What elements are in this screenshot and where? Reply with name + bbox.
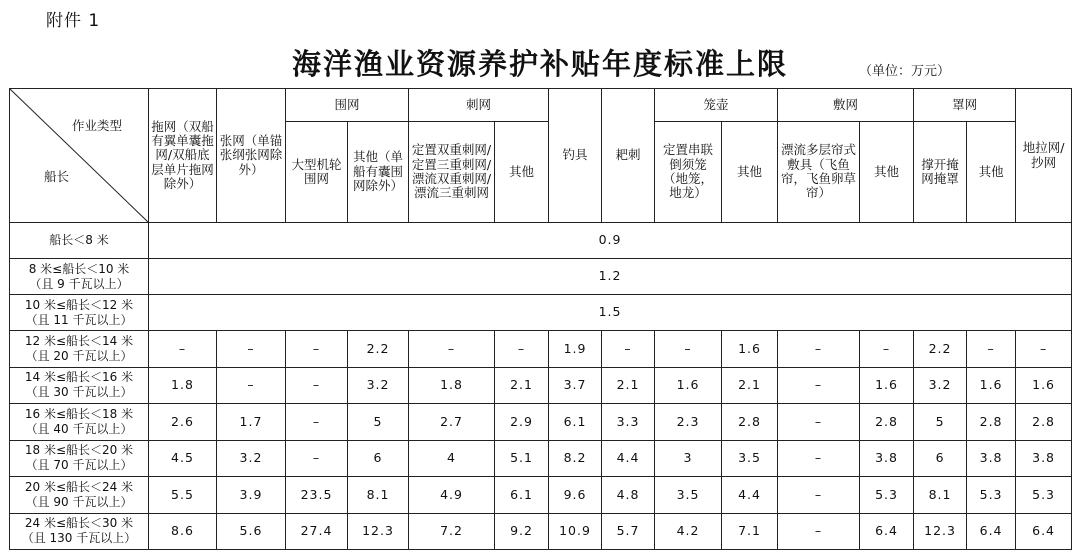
group-header-diaoju: 钓具 — [549, 89, 602, 223]
row-label-length: 24 米≤船长＜30 米 — [24, 516, 134, 531]
table-cell: – — [778, 404, 860, 441]
table-cell: – — [655, 331, 722, 368]
row-label-length: 8 米≤船长＜10 米 — [28, 261, 130, 276]
merged-value-cell: 1.2 — [149, 259, 1072, 295]
table-cell: 5.3 — [860, 477, 914, 514]
vessel-length-header: 船长 — [44, 168, 70, 184]
table-cell: 2.8 — [860, 404, 914, 441]
row-label — [10, 477, 149, 514]
table-cell: 4.5 — [149, 440, 217, 477]
table-row — [10, 404, 1072, 441]
row-label-length: 14 米≤船长＜16 米 — [24, 370, 134, 385]
row-label-length: 12 米≤船长＜14 米 — [24, 333, 134, 348]
table-cell: 4 — [409, 440, 495, 477]
table-cell: 2.1 — [722, 367, 778, 404]
sub-header-fuwang-other: 其他 — [860, 122, 914, 223]
table-cell: 2.8 — [967, 404, 1016, 441]
table-cell: 12.3 — [348, 513, 409, 550]
row-label-power: （且 20 千瓦以上） — [25, 348, 133, 363]
row-label — [10, 404, 149, 441]
table-cell: 6.1 — [549, 404, 602, 441]
table-cell: 1.6 — [967, 367, 1016, 404]
row-label — [10, 367, 149, 404]
sub-header-fuwang-drift: 漂流多层帘式敷具（飞鱼帘，飞鱼卵草帘） — [778, 122, 860, 223]
sub-header-zhaowang-spread: 撑开掩网掩罩 — [914, 122, 967, 223]
group-header-weiwang: 围网 — [286, 89, 409, 122]
table-row — [10, 367, 1072, 404]
table-cell: 6 — [348, 440, 409, 477]
table-cell: 3.8 — [967, 440, 1016, 477]
table-cell: 5 — [348, 404, 409, 441]
row-label-length: 20 米≤船长＜24 米 — [24, 479, 134, 494]
table-cell: 3.8 — [860, 440, 914, 477]
table-cell: 2.9 — [495, 404, 549, 441]
sub-header-weiwang-other: 其他（单船有囊围网除外） — [348, 122, 409, 223]
group-header-ciwang: 刺网 — [409, 89, 549, 122]
table-cell: – — [602, 331, 655, 368]
row-label — [10, 295, 149, 331]
table-cell: 5 — [914, 404, 967, 441]
table-row — [10, 223, 1072, 259]
table-cell: 3.5 — [722, 440, 778, 477]
diagonal-header-cell — [10, 89, 149, 223]
row-label — [10, 440, 149, 477]
table-cell: 3.2 — [914, 367, 967, 404]
table-row — [10, 295, 1072, 331]
table-cell: 1.6 — [1016, 367, 1072, 404]
table-cell: 27.4 — [286, 513, 348, 550]
row-label — [10, 513, 149, 550]
table-cell: 3.7 — [549, 367, 602, 404]
row-label — [10, 259, 149, 295]
sub-header-longhu-fixed: 定置串联倒须笼（地笼，地龙） — [655, 122, 722, 223]
table-cell: 3.3 — [602, 404, 655, 441]
table-row — [10, 440, 1072, 477]
table-cell: 2.1 — [602, 367, 655, 404]
table-cell: 2.8 — [722, 404, 778, 441]
row-label-power: （且 70 千瓦以上） — [25, 458, 133, 473]
table-cell: 3.2 — [348, 367, 409, 404]
sub-header-ciwang-other: 其他 — [495, 122, 549, 223]
table-cell: 4.4 — [722, 477, 778, 514]
table-cell: – — [409, 331, 495, 368]
table-cell: 8.2 — [549, 440, 602, 477]
table-row — [10, 513, 1072, 550]
row-label-power: （且 11 千瓦以上） — [25, 312, 133, 327]
table-row — [10, 259, 1072, 295]
merged-value-cell: 0.9 — [149, 223, 1072, 259]
table-cell: 2.6 — [149, 404, 217, 441]
table-cell: – — [495, 331, 549, 368]
group-header-longhu: 笼壶 — [655, 89, 778, 122]
table-cell: – — [149, 331, 217, 368]
table-cell: 2.8 — [1016, 404, 1072, 441]
table-cell: 1.7 — [217, 404, 286, 441]
table-cell: – — [778, 440, 860, 477]
group-header-zhaowang: 罩网 — [914, 89, 1016, 122]
operation-type-header: 作业类型 — [71, 118, 122, 133]
table-cell: 2.7 — [409, 404, 495, 441]
sub-header-zhaowang-other: 其他 — [967, 122, 1016, 223]
table-cell: 1.6 — [860, 367, 914, 404]
table-cell: 6.1 — [495, 477, 549, 514]
page-title: 海洋渔业资源养护补贴年度标准上限 — [291, 47, 788, 81]
table-row — [10, 331, 1072, 368]
table-cell: 9.2 — [495, 513, 549, 550]
table-cell: 5.7 — [602, 513, 655, 550]
table-cell: – — [286, 367, 348, 404]
table-cell: 12.3 — [914, 513, 967, 550]
table-cell: – — [778, 331, 860, 368]
row-label-length: 船长＜8 米 — [49, 233, 109, 247]
table-cell: 3.2 — [217, 440, 286, 477]
group-header-dilawang: 地拉网/抄网 — [1016, 89, 1072, 223]
table-cell: – — [860, 331, 914, 368]
row-label-power: （且 9 千瓦以上） — [29, 276, 129, 291]
row-label — [10, 223, 149, 259]
row-label — [10, 331, 149, 368]
group-header-paci: 耙刺 — [602, 89, 655, 223]
table-row — [10, 477, 1072, 514]
row-label-power: （且 90 千瓦以上） — [25, 494, 133, 509]
row-label-length: 18 米≤船长＜20 米 — [24, 443, 134, 458]
table-cell: 7.1 — [722, 513, 778, 550]
table-cell: 1.6 — [655, 367, 722, 404]
row-label-length: 16 米≤船长＜18 米 — [24, 406, 134, 421]
table-cell: 10.9 — [549, 513, 602, 550]
table-cell: – — [778, 477, 860, 514]
subsidy-standard-table — [9, 88, 1072, 550]
table-cell: 6.4 — [967, 513, 1016, 550]
table-cell: – — [217, 331, 286, 368]
row-label-power: （且 130 千瓦以上） — [21, 531, 137, 546]
group-header-tuowang: 拖网（双船有翼单囊拖网/双船底层单片拖网除外） — [149, 89, 217, 223]
table-cell: 6.4 — [860, 513, 914, 550]
table-cell: 1.8 — [409, 367, 495, 404]
table-cell: 23.5 — [286, 477, 348, 514]
group-header-zhangwang: 张网（单锚张纲张网除外） — [217, 89, 286, 223]
table-cell: 2.3 — [655, 404, 722, 441]
table-cell: 5.6 — [217, 513, 286, 550]
table-cell: – — [967, 331, 1016, 368]
table-cell: 7.2 — [409, 513, 495, 550]
row-label-length: 10 米≤船长＜12 米 — [24, 297, 134, 312]
table-cell: 5.1 — [495, 440, 549, 477]
group-header-fuwang: 敷网 — [778, 89, 914, 122]
table-cell: 4.4 — [602, 440, 655, 477]
table-cell: 3 — [655, 440, 722, 477]
table-cell: 1.6 — [722, 331, 778, 368]
table-cell: 4.2 — [655, 513, 722, 550]
sub-header-longhu-other: 其他 — [722, 122, 778, 223]
table-cell: – — [286, 404, 348, 441]
table-cell: 5.3 — [967, 477, 1016, 514]
table-cell: 3.8 — [1016, 440, 1072, 477]
table-cell: 9.6 — [549, 477, 602, 514]
table-cell: 5.3 — [1016, 477, 1072, 514]
table-cell: 4.8 — [602, 477, 655, 514]
attachment-label: 附件 1 — [46, 11, 101, 31]
table-cell: – — [778, 367, 860, 404]
table-cell: 8.1 — [348, 477, 409, 514]
table-cell: 2.2 — [914, 331, 967, 368]
table-cell: 5.5 — [149, 477, 217, 514]
diagonal-line — [10, 89, 148, 222]
table-cell: 8.1 — [914, 477, 967, 514]
row-label-power: （且 40 千瓦以上） — [25, 421, 133, 436]
table-cell: – — [778, 513, 860, 550]
row-label-power: （且 30 千瓦以上） — [25, 385, 133, 400]
merged-value-cell: 1.5 — [149, 295, 1072, 331]
table-cell: – — [217, 367, 286, 404]
table-cell: 6 — [914, 440, 967, 477]
table-cell: 1.8 — [149, 367, 217, 404]
table-cell: – — [1016, 331, 1072, 368]
table-cell: – — [286, 331, 348, 368]
table-cell: 4.9 — [409, 477, 495, 514]
table-cell: 2.2 — [348, 331, 409, 368]
table-cell: 3.9 — [217, 477, 286, 514]
table-cell: 3.5 — [655, 477, 722, 514]
sub-header-weiwang-large: 大型机轮围网 — [286, 122, 348, 223]
table-cell: 2.1 — [495, 367, 549, 404]
sub-header-ciwang-fixed: 定置双重刺网/定置三重刺网/漂流双重刺网/漂流三重刺网 — [409, 122, 495, 223]
table-cell: 8.6 — [149, 513, 217, 550]
table-cell: 6.4 — [1016, 513, 1072, 550]
unit-note: （单位：万元） — [859, 64, 951, 79]
table-cell: 1.9 — [549, 331, 602, 368]
table-cell: – — [286, 440, 348, 477]
